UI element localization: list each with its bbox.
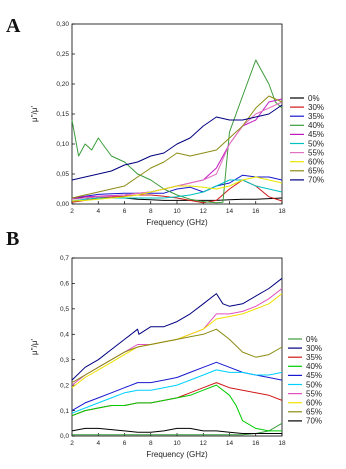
panel-a-x-tick-label: 8 (148, 208, 153, 215)
panel-a-y-tick-label: 0,15 (56, 111, 69, 119)
panel-a-series-line (72, 96, 282, 198)
panel-b-series-line (72, 289, 282, 386)
panel-b-x-tick-label: 10 (173, 440, 181, 447)
panel-b-y-tick-label: 0,0 (59, 433, 69, 441)
panel-a-x-tick-label: 4 (96, 208, 101, 215)
panel-b-y-tick-label: 0,4 (59, 331, 69, 339)
panel-b-legend-label: 65% (306, 407, 323, 417)
panel-b-legend-label: 50% (306, 380, 323, 390)
panel-b-series (72, 278, 282, 434)
panel-a-legend (290, 94, 324, 185)
panel-a-legend-label: 50% (308, 139, 325, 149)
panel-b-x-tick-label: 16 (252, 440, 260, 447)
panel-b-series-line (72, 362, 282, 410)
panel-b-series-line (72, 428, 282, 433)
panel-a-y-tick-label: 0,25 (56, 51, 69, 59)
panel-b-plot-frame (72, 258, 282, 436)
panel-b-x-tick-label: 18 (278, 440, 286, 447)
panel-a-x-tick-label: 6 (122, 208, 127, 215)
panel-b-y-tick-label: 0,2 (59, 382, 69, 390)
panel-a-y-axis-label: μ''/μ' (30, 105, 39, 123)
panel-b-legend-label: 30% (306, 343, 323, 353)
panel-a-legend-label: 35% (308, 112, 325, 121)
panel-b (6, 228, 322, 459)
panel-a-plot-frame (72, 24, 282, 204)
panel-b-y-tick-label: 0,3 (59, 356, 69, 364)
panel-a-series-line (72, 60, 282, 203)
panel-b-legend-label: 40% (306, 362, 323, 372)
panel-b-legend (288, 335, 322, 426)
panel-b-x-tick-label: 12 (199, 440, 207, 447)
panel-b-legend-label: 35% (306, 353, 323, 362)
panel-b-legend-label: 60% (306, 398, 323, 408)
panel-a-series (72, 60, 282, 203)
panel-a-series-line (72, 105, 282, 180)
panel-a-series-line (72, 102, 282, 199)
panel-a-x-axis-label: Frequency (GHz) (146, 218, 208, 227)
panel-a-y-tick-label: 0,10 (56, 141, 69, 149)
panel-b-x-tick-label: 14 (225, 440, 234, 447)
panel-b-label: B (6, 228, 20, 250)
panel-a-legend-label: 40% (308, 121, 325, 131)
panel-b-x-axis-label: Frequency (GHz) (146, 450, 208, 459)
panel-a-x-tick-label: 2 (70, 208, 74, 215)
panel-a-x-tick-label: 12 (199, 208, 207, 215)
panel-a-legend-label: 45% (308, 130, 325, 140)
panel-b-x-tick-label: 4 (96, 440, 101, 447)
panel-b-legend-label: 55% (306, 389, 323, 399)
panel-a-x-tick-label: 18 (278, 208, 286, 215)
panel-a-legend-label: 65% (308, 166, 325, 176)
panel-b-legend-label: 0% (306, 334, 318, 344)
panel-a (6, 15, 324, 227)
panel-a-y-tick-label: 0,20 (56, 81, 69, 89)
panel-a-legend-label: 70% (308, 175, 325, 185)
panel-a-x-ticks (70, 201, 286, 215)
panel-b-legend-label: 45% (306, 371, 323, 381)
panel-b-y-tick-label: 0,6 (59, 280, 69, 288)
panel-b-x-tick-label: 6 (122, 440, 127, 447)
panel-b-y-tick-label: 0,1 (59, 407, 69, 415)
panel-a-x-tick-label: 16 (252, 208, 260, 215)
panel-b-series-line (72, 383, 282, 416)
panel-a-x-tick-label: 10 (173, 208, 181, 215)
panel-a-legend-label: 0% (308, 93, 320, 103)
panel-a-y-tick-label: 0,30 (56, 21, 69, 29)
panel-a-legend-label: 55% (308, 148, 325, 158)
panel-a-label: A (6, 15, 21, 37)
panel-b-x-tick-label: 2 (70, 440, 74, 447)
panel-a-y-tick-label: 0,00 (56, 201, 69, 209)
panel-b-legend-label: 70% (306, 416, 323, 426)
panel-b-y-axis-label: μ''/μ' (30, 338, 39, 356)
panel-b-x-tick-label: 8 (148, 440, 153, 447)
panel-b-y-tick-label: 0,5 (59, 306, 69, 314)
panel-a-y-tick-label: 0,05 (56, 171, 69, 179)
panel-a-x-tick-label: 14 (225, 208, 234, 215)
panel-b-y-tick-label: 0,7 (59, 255, 69, 263)
panel-a-legend-label: 30% (308, 102, 325, 112)
panel-a-legend-label: 60% (308, 157, 325, 167)
